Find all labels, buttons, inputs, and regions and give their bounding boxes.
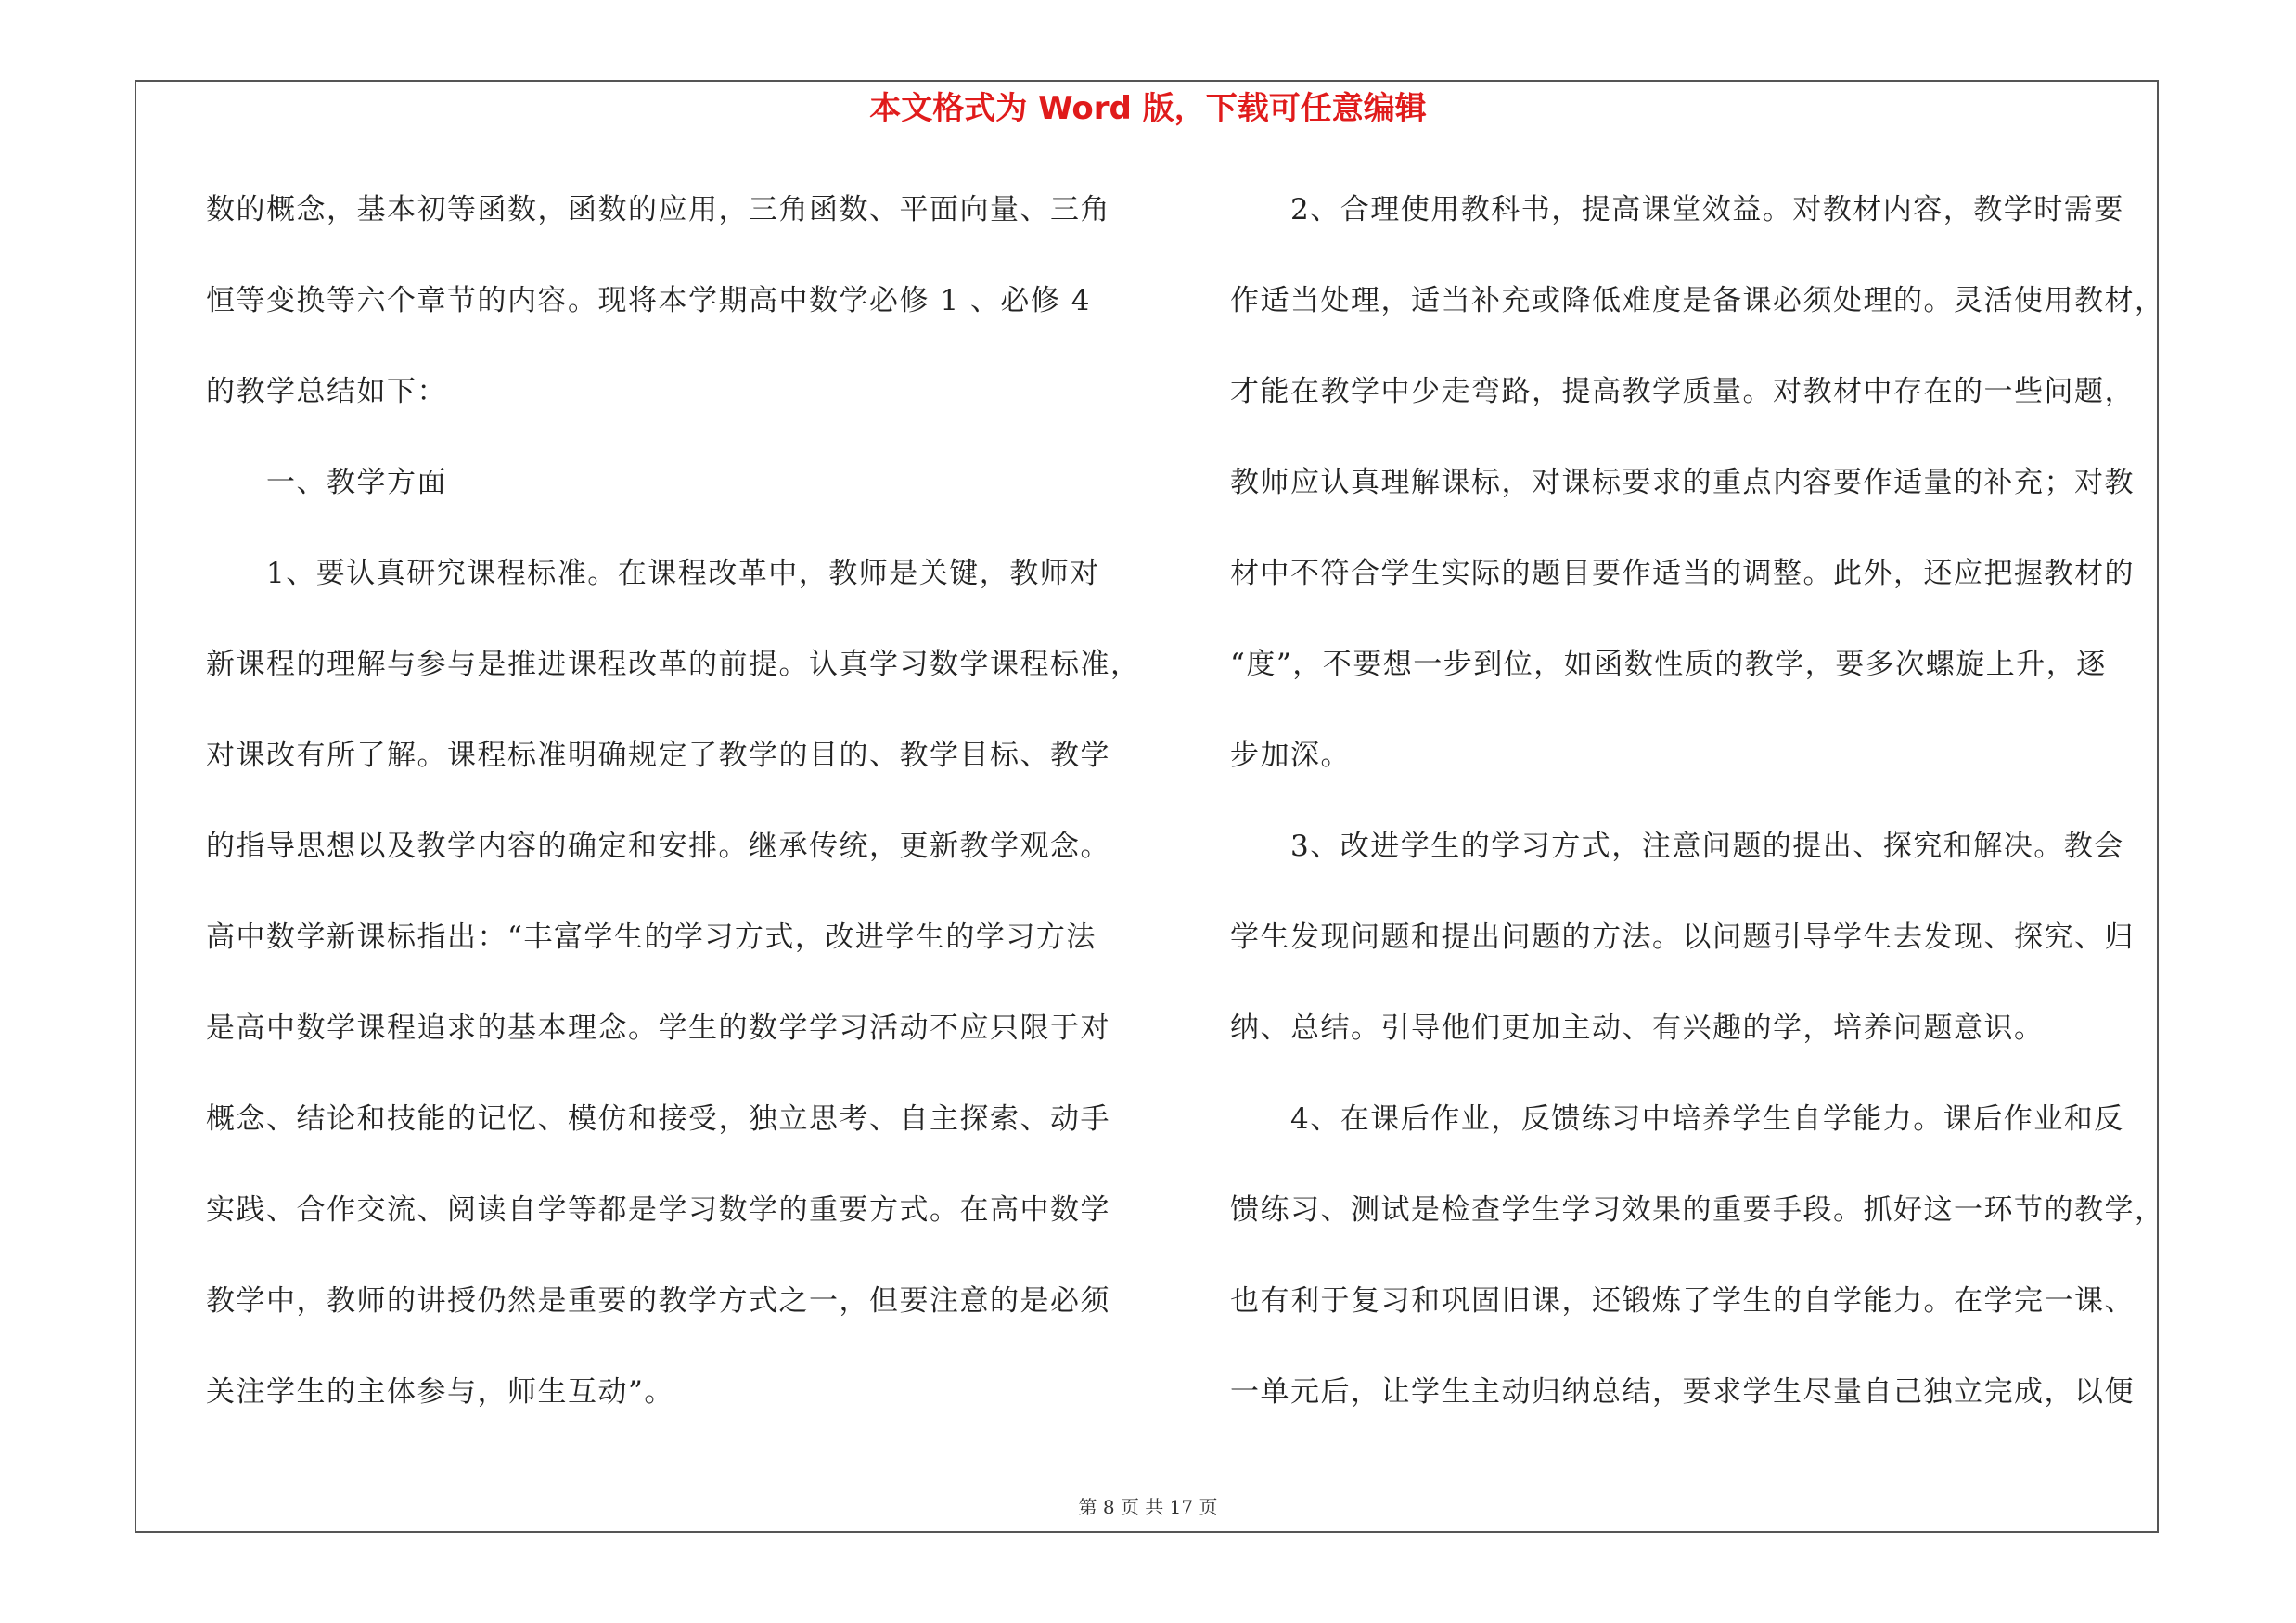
text-line: 恒等变换等六个章节的内容。现将本学期高中数学必修 1 、必修 4 [206, 284, 1092, 317]
text-line: 也有利于复习和巩固旧课，还锻炼了学生的自学能力。在学完一课、 [1230, 1284, 2135, 1318]
text-line: 1、要认真研究课程标准。在课程改革中，教师是关键，教师对 [206, 557, 1100, 590]
text-line: 馈练习、测试是检查学生学习效果的重要手段。抓好这一环节的教学， [1230, 1193, 2165, 1227]
text-line: 材中不符合学生实际的题目要作适当的调整。此外，还应把握教材的 [1230, 557, 2135, 590]
text-line: 高中数学新课标指出：“丰富学生的学习方式，改进学生的学习方法 [206, 921, 1097, 954]
text-line: 是高中数学课程追求的基本理念。学生的数学学习活动不应只限于对 [206, 1011, 1110, 1045]
text-line: 一、教学方面 [206, 466, 447, 499]
format-banner: 本文格式为 Word 版，下载可任意编辑 [869, 90, 1427, 127]
text-line: 新课程的理解与参与是推进课程改革的前提。认真学习数学课程标准， [206, 648, 1141, 681]
text-line: 关注学生的主体参与，师生互动”。 [206, 1375, 674, 1409]
text-line: 教学中，教师的讲授仍然是重要的教学方式之一，但要注意的是必须 [206, 1284, 1110, 1318]
text-line: 教师应认真理解课标，对课标要求的重点内容要作适量的补充；对教 [1230, 466, 2135, 499]
text-line: 的教学总结如下： [206, 375, 447, 408]
text-line: 学生发现问题和提出问题的方法。以问题引导学生去发现、探究、归 [1230, 921, 2135, 954]
text-line: 对课改有所了解。课程标准明确规定了教学的目的、教学目标、教学 [206, 739, 1110, 772]
page-number: 第 8 页 共 17 页 [1078, 1496, 1218, 1518]
text-line: 才能在教学中少走弯路，提高教学质量。对教材中存在的一些问题， [1230, 375, 2135, 408]
text-line: 概念、结论和技能的记忆、模仿和接受，独立思考、自主探索、动手 [206, 1102, 1110, 1136]
text-line: 3、改进学生的学习方式，注意问题的提出、探究和解决。教会 [1230, 830, 2124, 863]
text-line: 步加深。 [1230, 739, 1351, 772]
text-line: 2、合理使用教科书，提高课堂效益。对教材内容，教学时需要 [1230, 193, 2124, 226]
text-line: 一单元后，让学生主动归纳总结，要求学生尽量自己独立完成，以便 [1230, 1375, 2135, 1409]
right-column [1230, 182, 2165, 1455]
text-line: 实践、合作交流、阅读自学等都是学习数学的重要方式。在高中数学 [206, 1193, 1110, 1227]
text-line: 作适当处理，适当补充或降低难度是备课必须处理的。灵活使用教材， [1230, 284, 2165, 317]
text-line: 4、在课后作业，反馈练习中培养学生自学能力。课后作业和反 [1230, 1102, 2124, 1136]
text-line: 的指导思想以及教学内容的确定和安排。继承传统，更新教学观念。 [206, 830, 1110, 863]
left-column [206, 182, 1141, 1455]
text-line: 数的概念，基本初等函数，函数的应用，三角函数、平面向量、三角 [206, 193, 1110, 226]
text-line: 纳、总结。引导他们更加主动、有兴趣的学，培养问题意识。 [1230, 1011, 2045, 1045]
text-line: “度”，不要想一步到位，如函数性质的教学，要多次螺旋上升，逐 [1230, 648, 2107, 681]
